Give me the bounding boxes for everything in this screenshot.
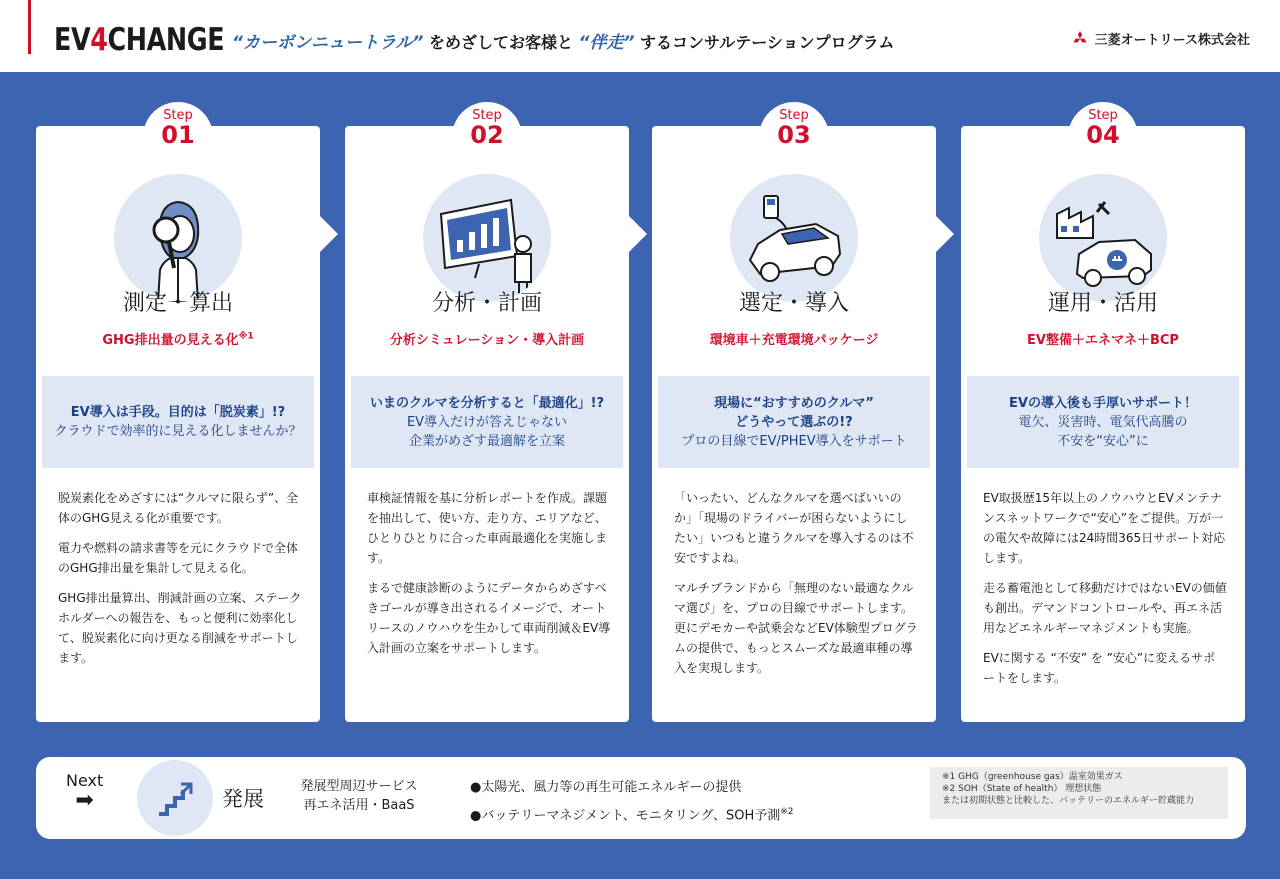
step-subtitle: 分析シミュレーション・導入計画 xyxy=(389,333,585,348)
brand-name: 三菱オートリース株式会社 xyxy=(1094,33,1250,48)
step-body: 脱炭素化をめざすには“クルマに限らず”、全体のGHG見える化が重要です。 電力や燃料の請求書等を元にクラウドで全体のGHG排出量を集計して見える化。 GHG排出量算出、削減計画の立案、ステークホルダーへの報告を、もっと便利に効率化して、脱炭素化に向け更なる削減をサポートします。 xyxy=(58,491,302,665)
next-panel xyxy=(36,757,1246,839)
step-badge: Step 04 xyxy=(1068,102,1138,172)
step-badge: Step 03 xyxy=(759,102,829,172)
service-bullets: ●太陽光、風力等の再生可能エネルギーの提供 ●バッテリーマネジメント、モニタリング、SOH予測$^{※2}$ xyxy=(470,780,794,824)
step-title: 運用・活用 xyxy=(1047,291,1158,316)
step-body: EV取扱歴15年以上のノウハウとEVメンテナンスネットワークで“安心”をご提供。万が一の電欠や故障には24時間365日サポート対応します。 走る蓄電池として移動だけではないEVの価値も創出。デマンドコントロールや、再エネ活用などエネルギーマネジメントも実施。 EVに関する “不安” を ”安心”に変えるサポートをします。 xyxy=(983,491,1227,685)
main-panel xyxy=(0,72,1280,879)
factory-ev-plug-icon xyxy=(1039,174,1167,302)
step-subtitle: GHG排出量の見える化$^{※1}$ xyxy=(102,331,254,348)
step-title: 分析・計画 xyxy=(431,291,542,316)
development-services: 発展型周辺サービス 再エネ活用・BaaS xyxy=(300,779,418,813)
step-subtitle: EV整備＋エネマネ＋BCP xyxy=(1027,333,1179,348)
ev4change-logo: EV4CHANGE xyxy=(54,22,225,58)
chart-monitor-person-icon xyxy=(423,174,551,302)
step-title: 測定・算出 xyxy=(122,291,233,316)
development-title: 発展 xyxy=(222,787,264,811)
header xyxy=(0,0,1280,72)
header-accent-bar xyxy=(28,0,31,54)
arrow-right-icon: ➡ xyxy=(75,788,94,813)
highlight-box: EV導入は手段。目的は「脱炭素」!? クラウドで効率的に見える化しませんか？ xyxy=(42,376,314,468)
tagline: “カーボンニュートラル” をめざしてお客様と “伴走” するコンサルテーションプログラム xyxy=(232,33,895,53)
highlight-box: EVの導入後も手厚いサポート！ 電欠、災害時、電気代高騰の 不安を“安心”に xyxy=(967,376,1239,468)
footnotes: ※1 GHG（greenhouse gas）温室効果ガス ※2 SOH（State of health） 理想状態 または初期状態と比較した、バッテリーのエネルギー貯蔵能力 xyxy=(930,767,1228,819)
chevron-right-icon xyxy=(936,216,954,252)
car-charger-icon xyxy=(730,174,858,302)
chevron-right-icon xyxy=(320,216,338,252)
step-card-4 xyxy=(961,108,1245,722)
highlight-box: 現場に“おすすめのクルマ” どうやって選ぶの!? プロの目線でEV/PHEV導入をサポート xyxy=(658,376,930,468)
mitsubishi-logo-icon xyxy=(1071,31,1089,47)
magnifier-person-icon xyxy=(114,174,242,302)
step-body: 「いったい、どんなクルマを選べばいいのか」「現場のドライバーが困らないようにしたい」いつもと違うクルマを導入するのは不安ですよね。 マルチブランドから「無理のない最適なクルマ選び」を、プロの目線でサポートします。更にデモカーや試乗会などEV体験型プログラムの提供で、もっとスムーズな最適車種の導入を実現します。 xyxy=(674,491,918,675)
next-label: Next ➡ xyxy=(66,771,104,813)
step-card-2 xyxy=(345,108,629,722)
stairs-arrow-icon xyxy=(137,760,213,836)
step-body: 車検証情報を基に分析レポートを作成。課題を抽出して、使い方、走り方、エリアなど、ひとりひとりに合った車両最適化を実施します。 まるで健康診断のようにデータからめざすべきゴールが導き出されるイメージで、オートリースのノウハウを生かして車両削減＆EV導入計画の立案をサポートします。 xyxy=(367,491,611,655)
step-card-1 xyxy=(36,108,320,722)
step-badge: Step 02 xyxy=(452,102,522,172)
highlight-box: いまのクルマを分析すると「最適化」!? EV導入だけが答えじゃない 企業がめざす最適解を立案 xyxy=(351,376,623,468)
brand xyxy=(1071,29,1250,48)
chevron-right-icon xyxy=(629,216,647,252)
step-badge: Step 01 xyxy=(143,102,213,172)
step-card-3 xyxy=(652,108,936,722)
step-subtitle: 環境車＋充電環境パッケージ xyxy=(709,333,879,348)
step-title: 選定・導入 xyxy=(738,291,849,316)
